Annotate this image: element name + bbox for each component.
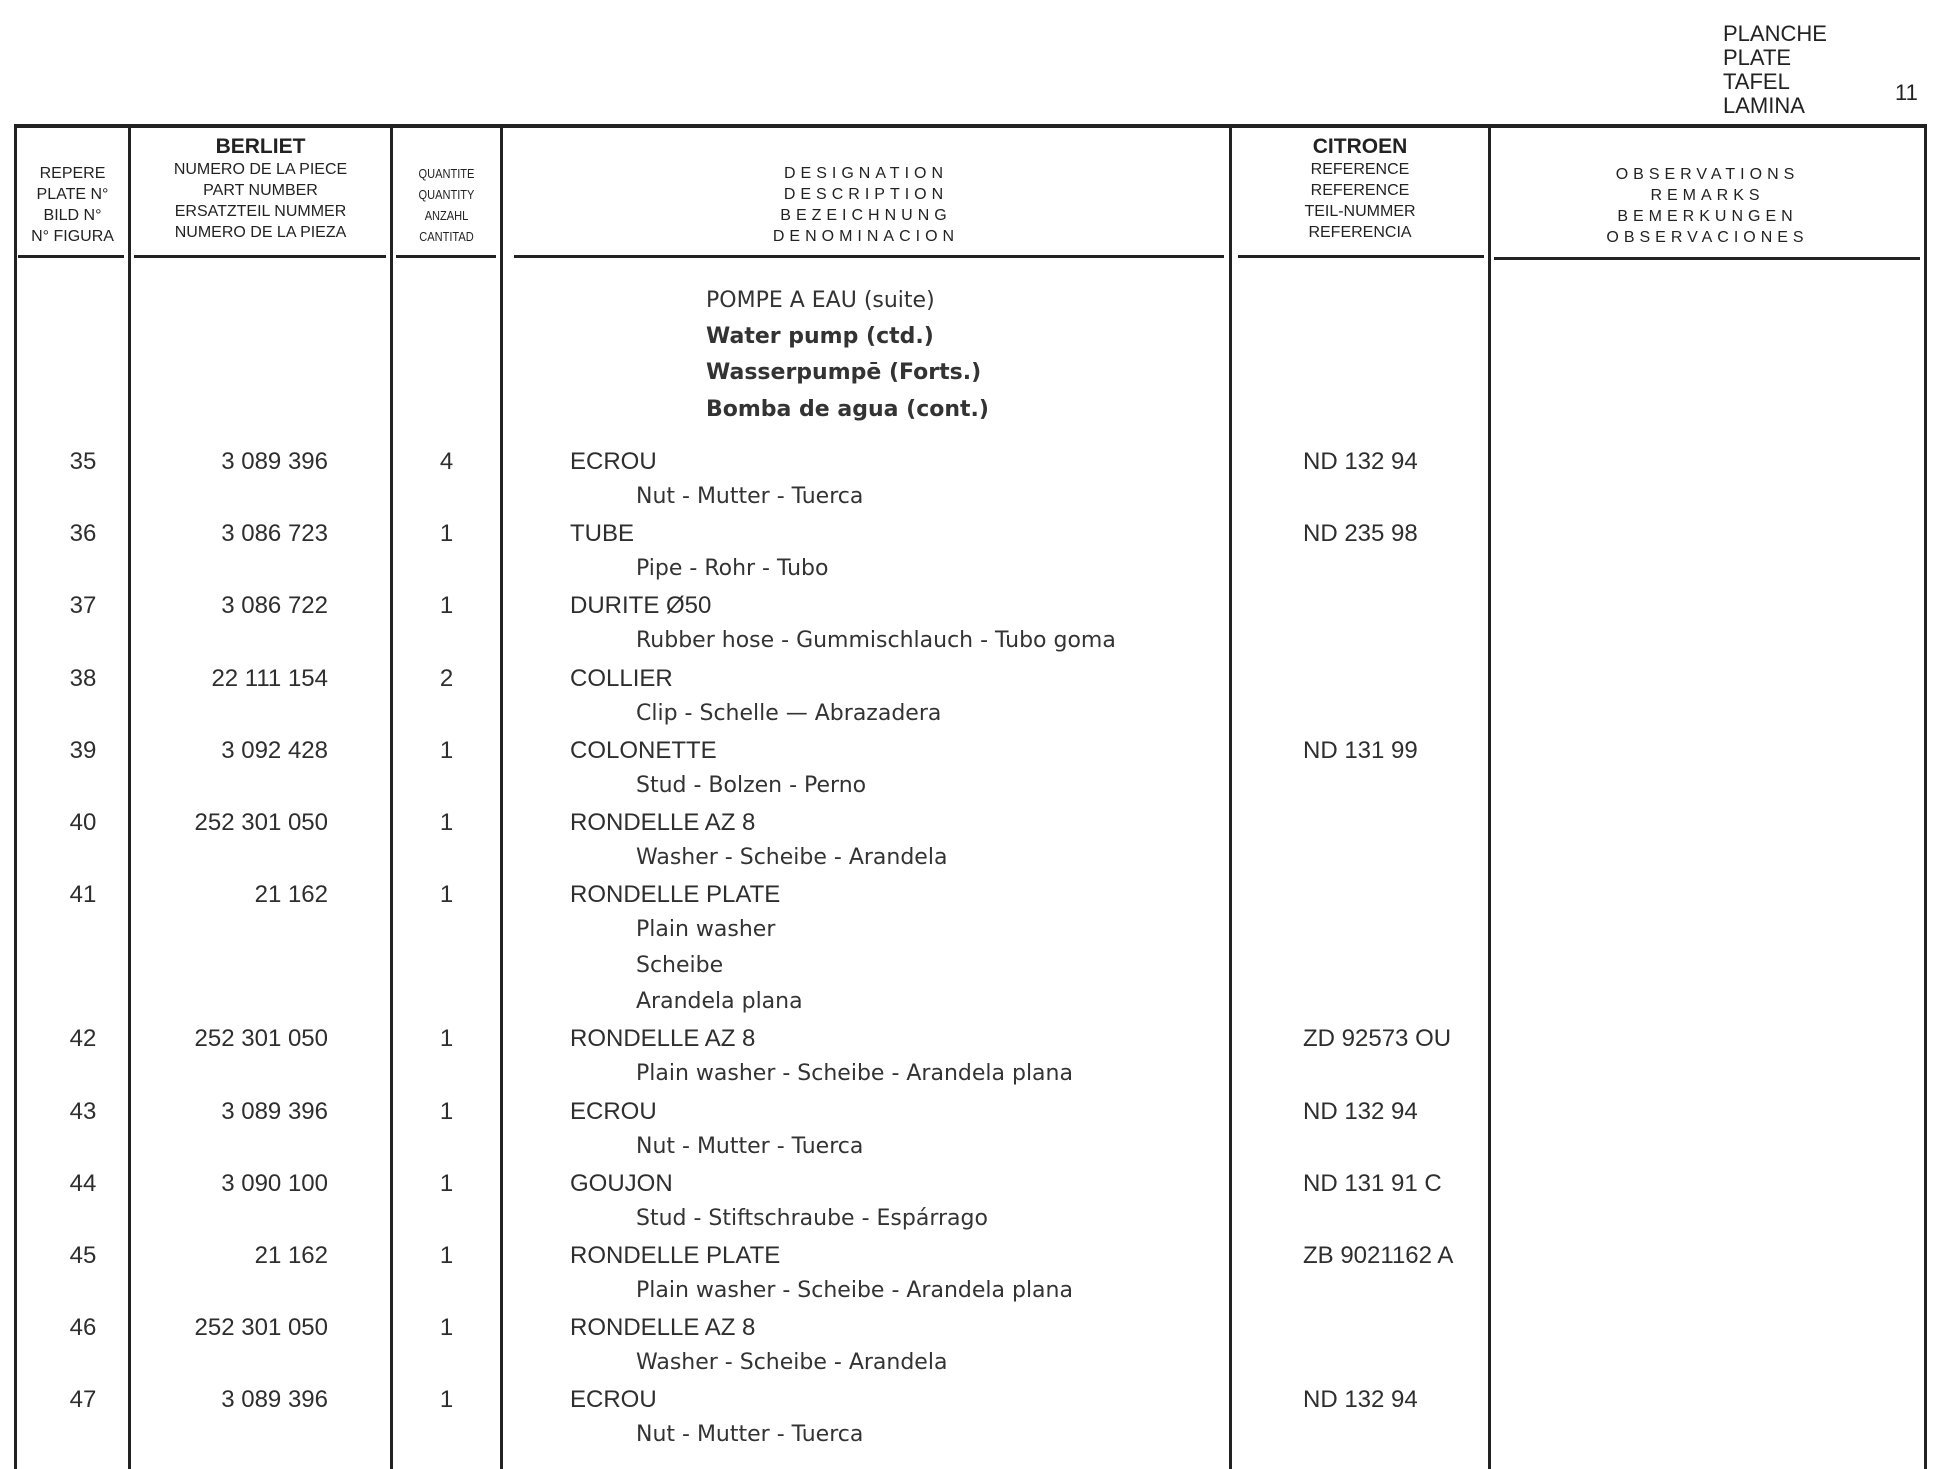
row-designation: RONDELLE PLATE <box>570 1242 781 1269</box>
row-translation: Stud - Bolzen - Perno <box>636 772 867 798</box>
header-quantite-line: ANZAHL <box>424 208 469 223</box>
row-designation: RONDELLE AZ 8 <box>570 1314 756 1342</box>
row-repere: 38 <box>69 664 97 692</box>
row-part-number: 22 111 154 <box>211 664 328 692</box>
row-repere: 35 <box>69 448 97 475</box>
plate-number: 11 <box>1895 80 1918 105</box>
header-berliet-line: PART NUMBER <box>203 182 318 199</box>
row-translation: Plain washer - Scheibe - Arandela plana <box>636 1278 1073 1303</box>
header-designation <box>503 163 1229 247</box>
header-repere-line: BILD N° <box>43 207 102 224</box>
header-quantite-line: QUANTITY <box>418 187 475 202</box>
row-repere: 46 <box>69 1314 97 1342</box>
row-designation: ECROU <box>570 1097 657 1125</box>
header-designation-line: DESIGNATION <box>783 165 949 182</box>
header-underline-3 <box>396 255 496 258</box>
row-designation: RONDELLE AZ 8 <box>570 1025 756 1053</box>
row-translation: Plain washer <box>636 917 776 943</box>
row-quantity: 1 <box>439 1386 454 1414</box>
row-designation: COLONETTE <box>570 736 717 764</box>
header-underline-2 <box>134 255 386 258</box>
table-top-border <box>14 124 1927 128</box>
row-repere: 47 <box>69 1386 97 1414</box>
row-part-number: 3 090 100 <box>221 1169 328 1197</box>
table-right-border <box>1924 124 1927 1469</box>
row-part-number: 3 092 428 <box>221 736 328 764</box>
row-translation: Clip - Schelle — Abrazadera <box>636 700 942 726</box>
header-berliet-brand: BERLIET <box>215 135 306 158</box>
row-repere: 44 <box>69 1169 97 1197</box>
row-translation: Rubber hose - Gummischlauch - Tubo goma <box>636 628 1116 654</box>
row-repere: 39 <box>69 736 97 764</box>
header-citroen-line: REFERENCIA <box>1308 224 1412 241</box>
row-quantity: 4 <box>439 448 454 475</box>
row-translation: Nut - Mutter - Tuerca <box>636 1422 864 1448</box>
row-repere: 43 <box>69 1097 97 1125</box>
plate-labels <box>1723 22 1827 118</box>
row-citroen-ref: ND 132 94 <box>1303 448 1418 475</box>
header-berliet-line: NUMERO DE LA PIEZA <box>174 224 347 241</box>
row-quantity: 2 <box>439 664 454 692</box>
row-translation: Washer - Scheibe - Arandela <box>636 1350 948 1376</box>
header-designation-line: DESCRIPTION <box>783 186 949 203</box>
row-designation: COLLIER <box>570 664 673 692</box>
row-part-number: 21 162 <box>254 881 328 909</box>
header-designation-line: BEZEICHNUNG <box>780 207 952 224</box>
header-citroen-line: REFERENCE <box>1310 161 1410 178</box>
header-citroen-line: TEIL-NUMMER <box>1304 203 1416 220</box>
row-part-number: 21 162 <box>254 1242 328 1269</box>
row-part-number: 3 086 723 <box>221 520 328 548</box>
plate-label-plate: PLATE <box>1723 45 1792 70</box>
row-quantity: 1 <box>439 881 454 909</box>
row-repere: 36 <box>69 520 97 548</box>
row-translation: Nut - Mutter - Tuerca <box>636 484 864 509</box>
header-repere-line: PLATE N° <box>36 186 109 203</box>
row-part-number: 3 089 396 <box>221 1386 328 1414</box>
row-designation: ECROU <box>570 1386 657 1414</box>
row-citroen-ref: ND 131 99 <box>1303 736 1418 764</box>
row-repere: 41 <box>69 881 97 909</box>
row-translation: Stud - Stiftschraube - Espárrago <box>636 1205 988 1231</box>
row-part-number: 252 301 050 <box>194 809 328 836</box>
row-repere: 45 <box>69 1242 97 1269</box>
row-translation: Arandela plana <box>636 989 803 1015</box>
row-citroen-ref: ND 132 94 <box>1303 1097 1418 1125</box>
row-quantity: 1 <box>439 1169 454 1197</box>
header-berliet-line: ERSATZTEIL NUMMER <box>174 203 347 220</box>
row-part-number: 3 089 396 <box>221 448 328 475</box>
row-citroen-ref: ZB 9021162 A <box>1303 1242 1454 1269</box>
header-berliet <box>131 135 390 243</box>
header-berliet-line: NUMERO DE LA PIECE <box>173 161 348 178</box>
row-citroen-ref: ZD 92573 OU <box>1303 1025 1452 1053</box>
row-quantity: 1 <box>439 520 454 548</box>
row-designation: RONDELLE PLATE <box>570 881 781 909</box>
plate-label-tafel: TAFEL <box>1723 69 1790 94</box>
row-quantity: 1 <box>439 592 454 620</box>
header-underline-1 <box>18 255 124 258</box>
row-designation: RONDELLE AZ 8 <box>570 809 756 836</box>
header-observations-line: OBSERVATIONS <box>1615 166 1800 183</box>
header-quantite <box>393 163 500 247</box>
row-part-number: 3 089 396 <box>221 1097 328 1125</box>
row-translation: Washer - Scheibe - Arandela <box>636 845 948 870</box>
row-quantity: 1 <box>439 736 454 764</box>
row-translation: Pipe - Rohr - Tubo <box>636 556 829 582</box>
header-quantite-line: CANTITAD <box>419 229 474 244</box>
header-observations-line: BEMERKUNGEN <box>1617 208 1798 225</box>
header-observations <box>1491 164 1924 248</box>
header-citroen-line: REFERENCE <box>1310 182 1410 199</box>
row-translation: Nut - Mutter - Tuerca <box>636 1133 864 1159</box>
row-part-number: 3 086 722 <box>221 592 328 620</box>
row-quantity: 1 <box>439 809 454 836</box>
header-underline-5 <box>1238 255 1484 258</box>
row-repere: 42 <box>69 1025 97 1053</box>
header-observations-line: OBSERVACIONES <box>1606 229 1809 246</box>
header-citroen-brand: CITROEN <box>1312 135 1408 158</box>
row-repere: 40 <box>69 809 97 836</box>
section-title-de: Wasserpumpē (Forts.) <box>706 360 982 385</box>
row-designation: DURITE Ø50 <box>570 592 712 620</box>
row-designation: TUBE <box>570 520 635 548</box>
header-citroen <box>1232 135 1488 243</box>
column-divider-3 <box>500 126 503 1469</box>
row-quantity: 1 <box>439 1097 454 1125</box>
header-repere-line: N° FIGURA <box>31 228 114 245</box>
plate-label-lamina: LAMINA <box>1723 93 1805 118</box>
row-translation: Scheibe <box>636 953 724 979</box>
header-repere-line: REPERE <box>39 165 106 182</box>
table-left-border <box>14 124 17 1469</box>
header-repere <box>17 163 128 247</box>
row-translation: Plain washer - Scheibe - Arandela plana <box>636 1061 1073 1087</box>
row-part-number: 252 301 050 <box>194 1025 328 1053</box>
header-observations-line: REMARKS <box>1650 187 1765 204</box>
row-designation: GOUJON <box>570 1169 673 1197</box>
row-quantity: 1 <box>439 1242 454 1269</box>
row-quantity: 1 <box>439 1025 454 1053</box>
header-designation-line: DENOMINACION <box>772 228 960 245</box>
plate-label-planche: PLANCHE <box>1723 21 1827 46</box>
section-title-en: Water pump (ctd.) <box>706 324 934 349</box>
row-citroen-ref: ND 131 91 C <box>1303 1169 1442 1197</box>
section-title-es: Bomba de agua (cont.) <box>706 397 989 422</box>
row-quantity: 1 <box>439 1314 454 1342</box>
row-designation: ECROU <box>570 448 657 475</box>
column-divider-5 <box>1488 126 1491 1469</box>
row-citroen-ref: ND 235 98 <box>1303 520 1418 548</box>
header-underline-6 <box>1494 257 1920 260</box>
column-divider-4 <box>1229 126 1232 1469</box>
row-citroen-ref: ND 132 94 <box>1303 1386 1418 1414</box>
row-repere: 37 <box>69 592 97 620</box>
row-part-number: 252 301 050 <box>194 1314 328 1342</box>
header-underline-4 <box>514 255 1224 258</box>
header-quantite-line: QUANTITE <box>418 166 475 181</box>
section-title-fr: POMPE A EAU (suite) <box>706 288 935 313</box>
